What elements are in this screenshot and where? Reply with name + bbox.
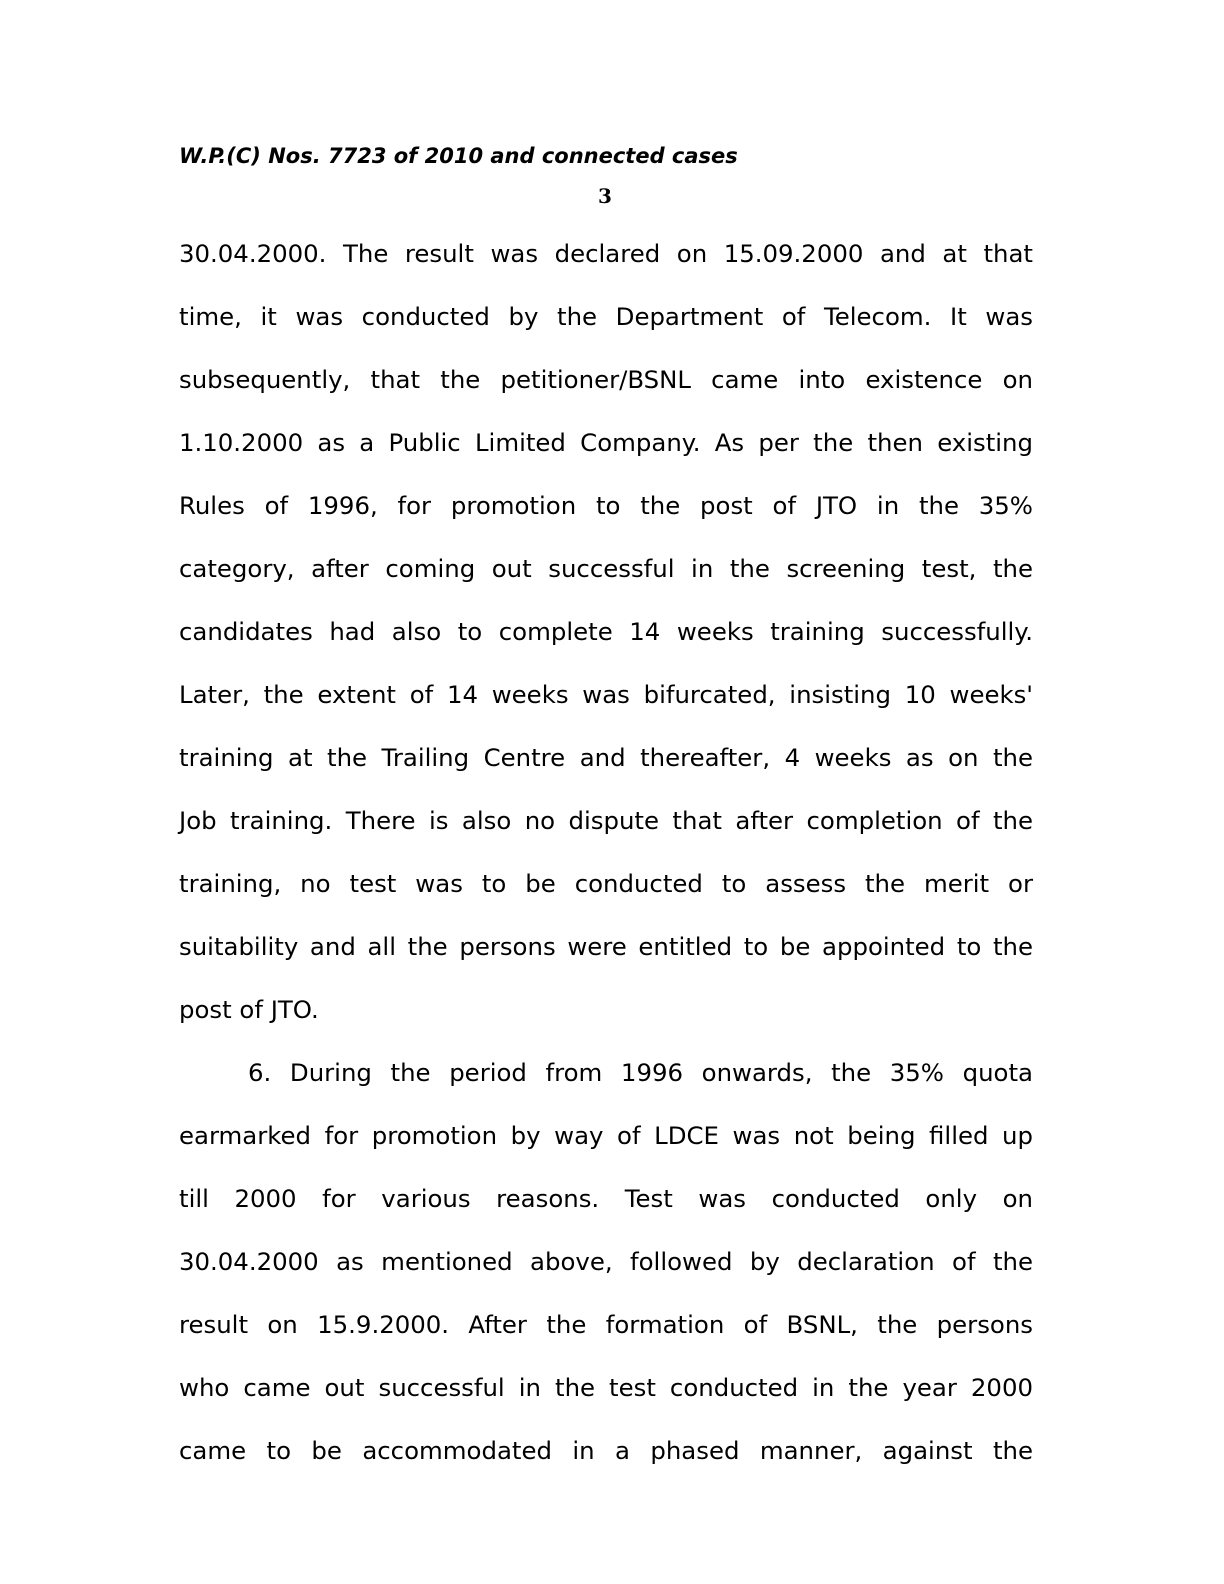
text-line: suitability and all the persons were entitled to be appointed to the <box>179 932 1033 961</box>
text-line: category, after coming out successful in the screening test, the <box>179 554 1033 583</box>
text-line: who came out successful in the test conducted in the year 2000 <box>179 1373 1033 1402</box>
text-line: result on 15.9.2000. After the formation of BSNL, the persons <box>179 1310 1033 1339</box>
paragraph-continued <box>179 222 1033 1041</box>
text-line: training at the Trailing Centre and thereafter, 4 weeks as on the <box>179 743 1033 772</box>
text-line: time, it was conducted by the Department of Telecom. It was <box>179 302 1033 331</box>
text-line: 6. During the period from 1996 onwards, the 35% quota <box>248 1058 1033 1087</box>
text-line: post of JTO. <box>179 995 319 1024</box>
text-line: Job training. There is also no dispute that after completion of the <box>179 806 1033 835</box>
paragraph-6 <box>179 1041 1033 1482</box>
page-number: 3 <box>598 184 612 208</box>
text-line: till 2000 for various reasons. Test was conducted only on <box>179 1184 1033 1213</box>
text-line: Later, the extent of 14 weeks was bifurcated, insisting 10 weeks' <box>179 680 1033 709</box>
text-line: subsequently, that the petitioner/BSNL came into existence on <box>179 365 1033 394</box>
text-line: 30.04.2000 as mentioned above, followed by declaration of the <box>179 1247 1033 1276</box>
text-line: candidates had also to complete 14 weeks training successfully. <box>179 617 1033 646</box>
text-line: 30.04.2000. The result was declared on 15.09.2000 and at that <box>179 239 1033 268</box>
text-line: earmarked for promotion by way of LDCE was not being filled up <box>179 1121 1033 1150</box>
case-header: W.P.(C) Nos. 7723 of 2010 and connected cases <box>179 144 738 168</box>
body-text <box>179 222 1033 1482</box>
text-line: training, no test was to be conducted to assess the merit or <box>179 869 1033 898</box>
text-line: 1.10.2000 as a Public Limited Company. As per the then existing <box>179 428 1033 457</box>
text-line: Rules of 1996, for promotion to the post of JTO in the 35% <box>179 491 1033 520</box>
text-line: came to be accommodated in a phased manner, against the <box>179 1436 1033 1465</box>
